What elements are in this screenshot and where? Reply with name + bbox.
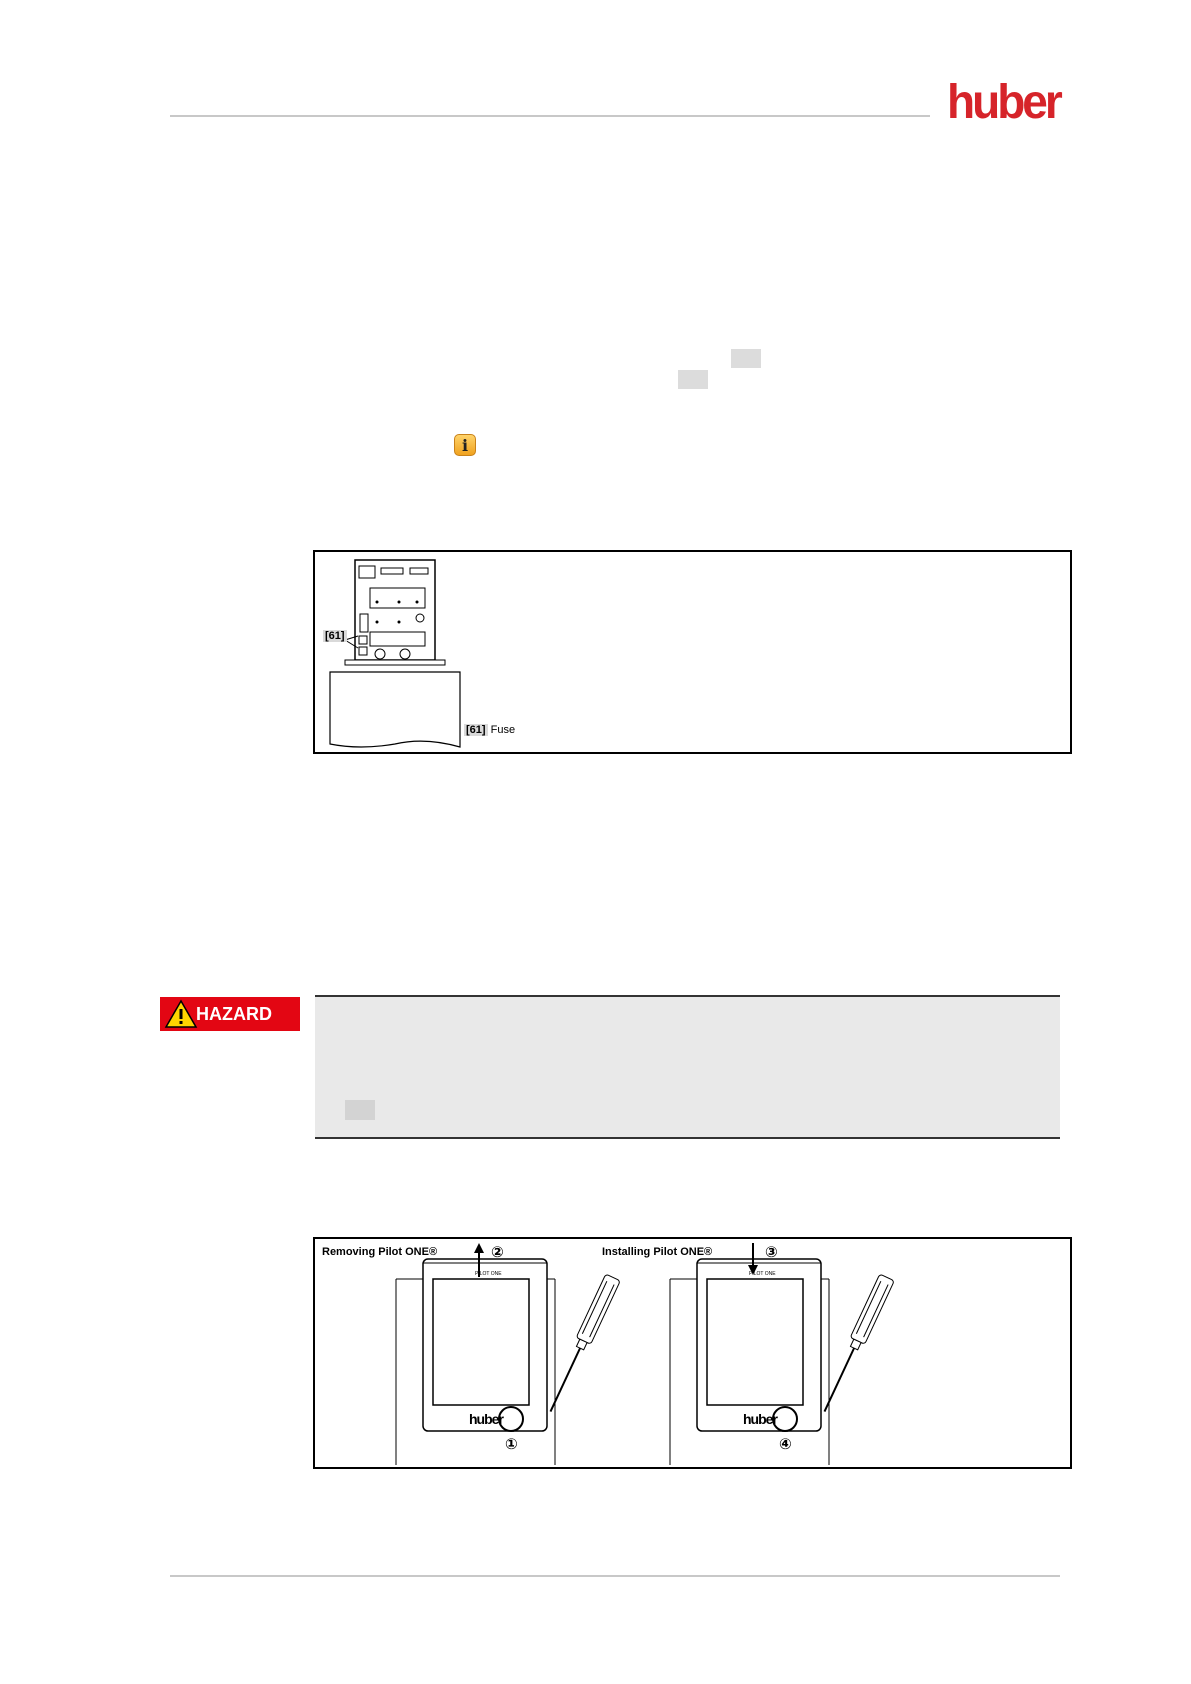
device-logo-right: huber (743, 1411, 777, 1427)
device-label-left: PILOT ONE (475, 1271, 502, 1277)
hazard-label: HAZARD (196, 1004, 272, 1024)
device-logo-left: huber (469, 1411, 503, 1427)
warning-triangle-icon (164, 999, 198, 1029)
fuse-figure (313, 550, 1072, 754)
callout-61: [61] (325, 630, 345, 642)
device-label-right: PILOT ONE (749, 1271, 776, 1277)
hazard-badge (160, 997, 300, 1031)
device-rear-drawing (315, 552, 475, 752)
inline-marker (731, 349, 761, 368)
info-icon: i (454, 434, 476, 456)
removing-title: Removing Pilot ONE® (322, 1246, 438, 1258)
caption-text: Fuse (490, 724, 516, 736)
inline-marker (678, 370, 708, 389)
installing-drawing (669, 1239, 929, 1467)
inline-marker (345, 1100, 375, 1120)
brand-logo: huber (947, 73, 1060, 129)
pilot-one-figure (313, 1237, 1072, 1469)
removing-drawing (395, 1239, 655, 1467)
footer-rule (170, 1575, 1060, 1577)
step-1: ① (505, 1435, 518, 1453)
hazard-panel (315, 995, 1060, 1139)
caption-tag: [61] (466, 724, 486, 736)
installing-title: Installing Pilot ONE® (602, 1246, 713, 1258)
step-4: ④ (779, 1435, 792, 1453)
step-3: ③ (765, 1243, 778, 1261)
header-rule (170, 115, 930, 117)
step-2: ② (491, 1243, 504, 1261)
